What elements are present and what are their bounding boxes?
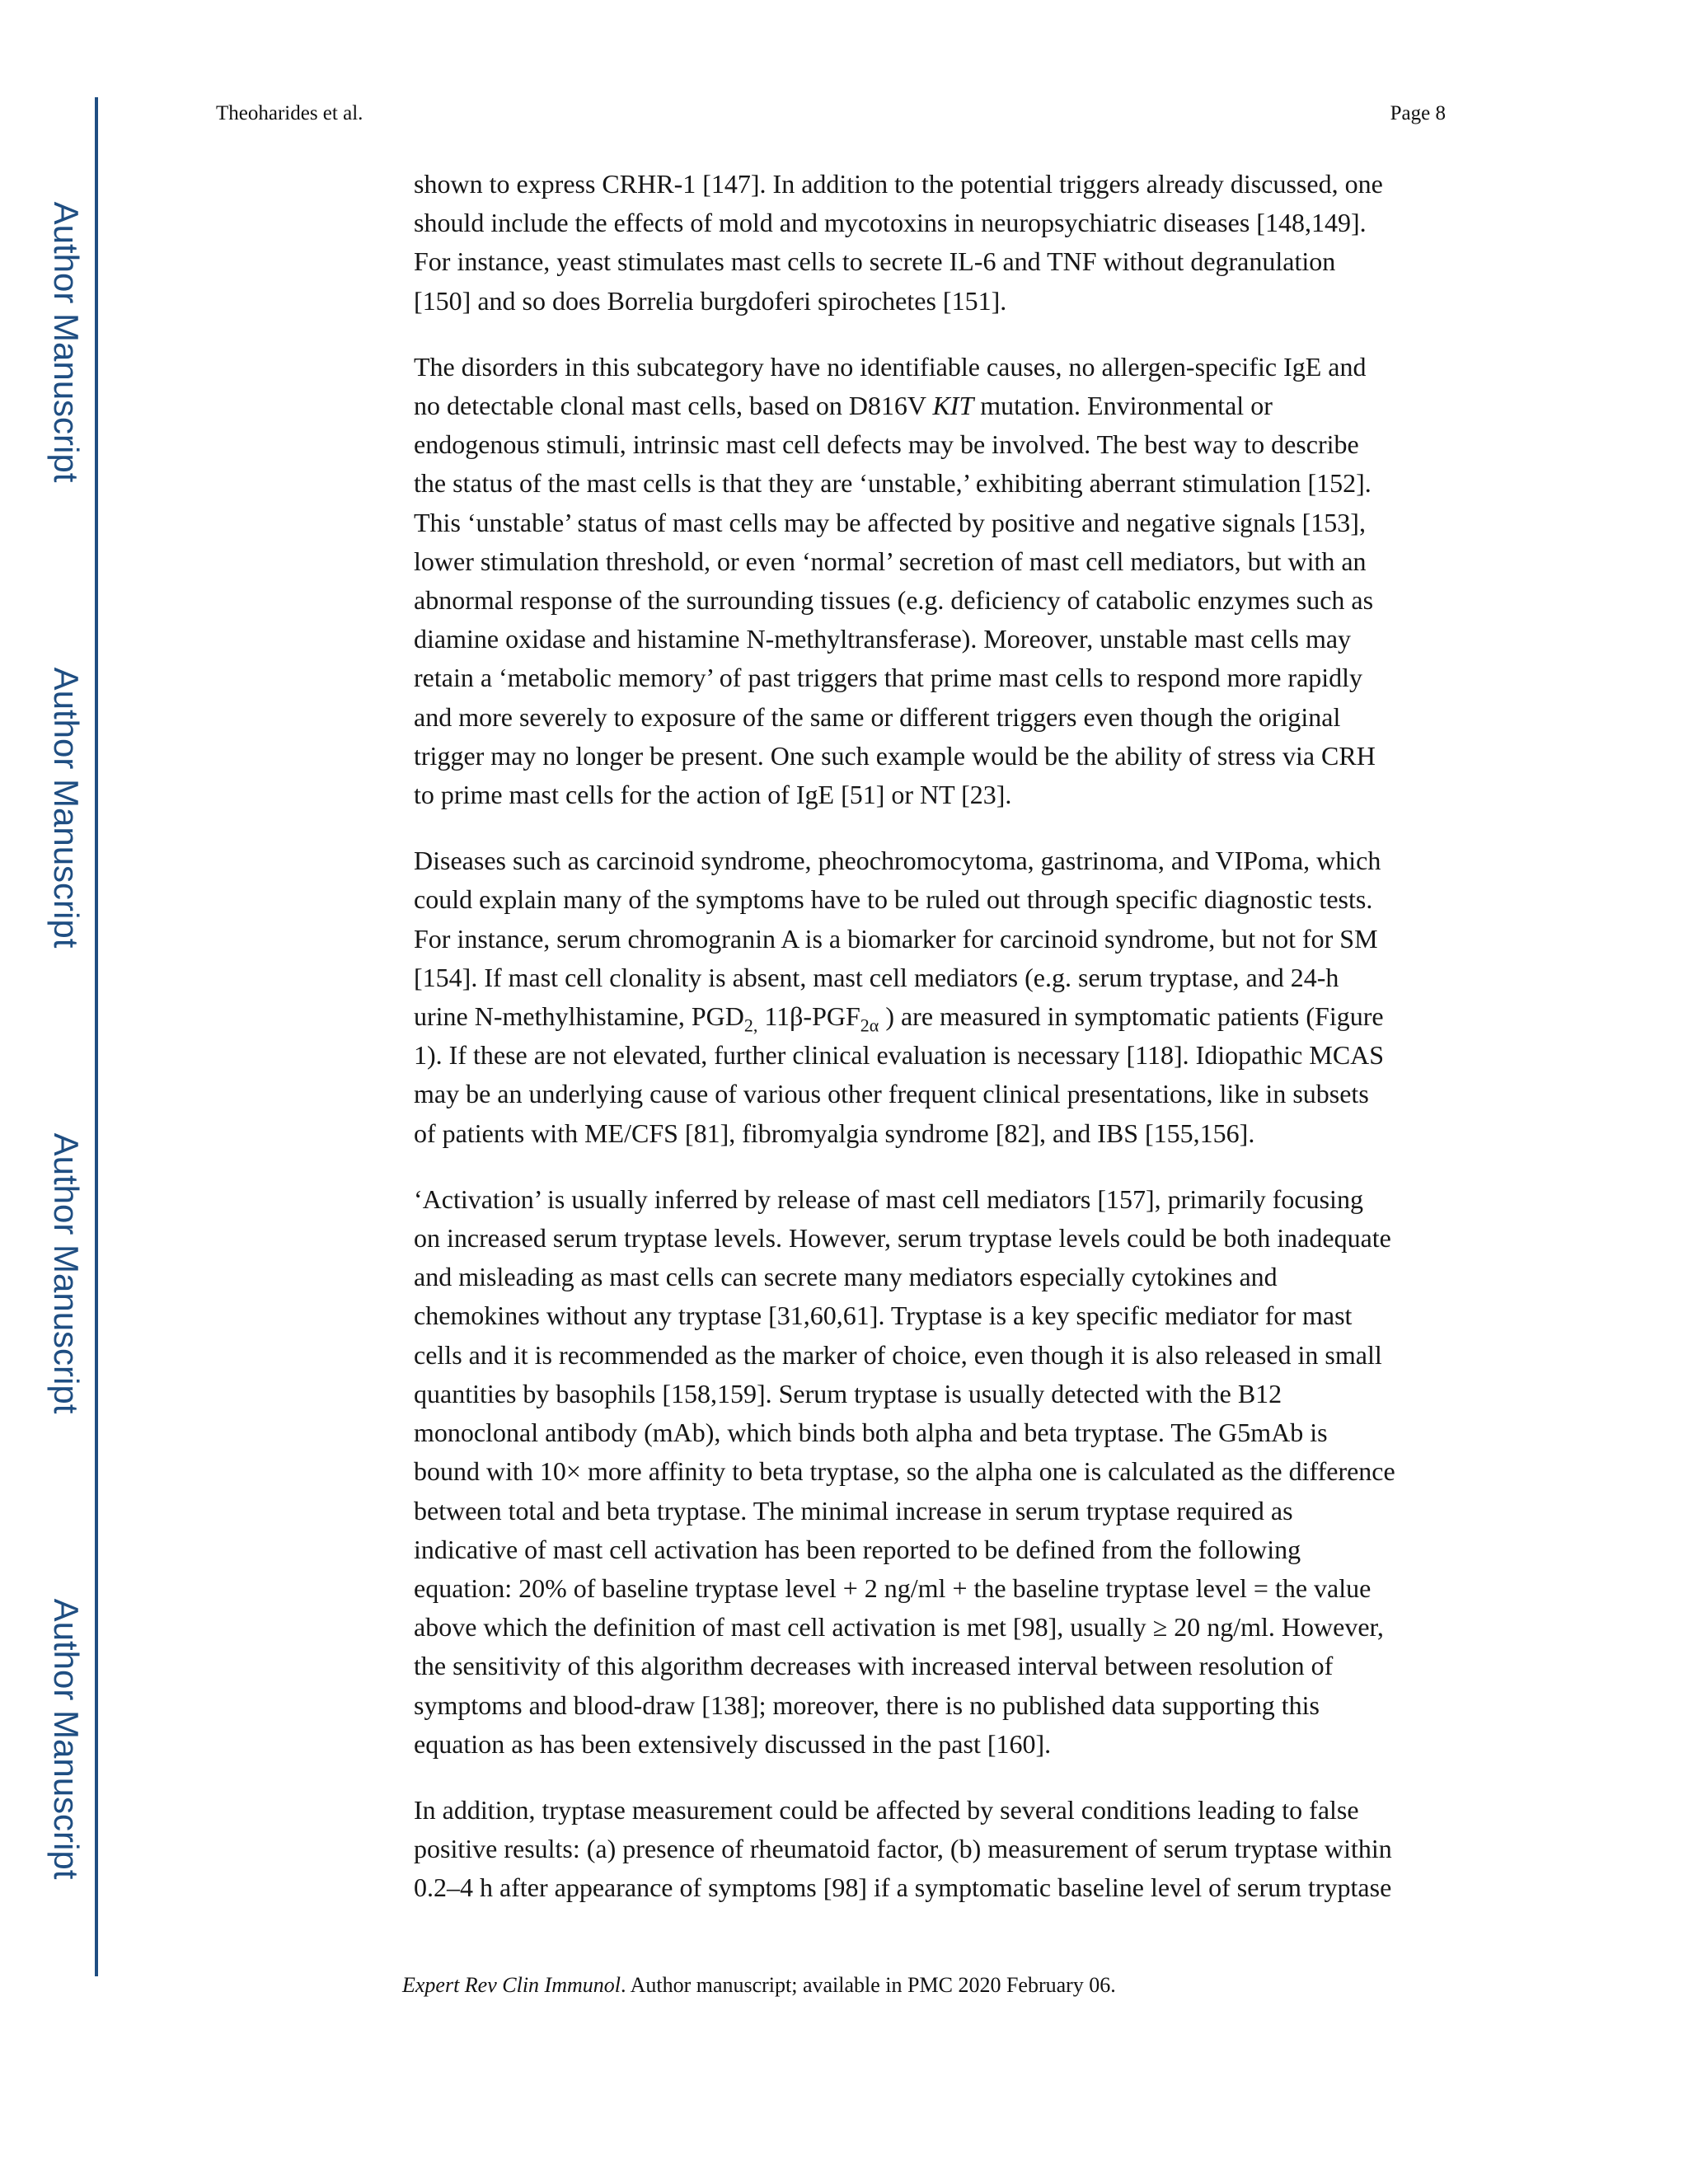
text-line — [414, 997, 1452, 1036]
text-line: symptoms and blood-draw [138]; moreover, there is no published data supporting this — [414, 1690, 1320, 1720]
text-line: chemokines without any tryptase [31,60,61]. Tryptase is a key specific mediator for mast — [414, 1301, 1353, 1331]
text-line: above which the definition of mast cell activation is met [98], usually ≥ 20 ng/ml. However, — [414, 1612, 1384, 1643]
text-line: trigger may no longer be present. One such example would be the ability of stress via CRH — [414, 740, 1376, 771]
text-line: the sensitivity of this algorithm decreases with increased interval between resolution of — [414, 1651, 1334, 1681]
footer-text: . Author manuscript; available in PMC 2020 February 06. — [621, 1973, 1116, 1997]
gene-name-kit: KIT — [932, 391, 974, 421]
text-line: For instance, yeast stimulates mast cells to secrete IL-6 and TNF without degranulation — [414, 246, 1336, 277]
text-line: to prime mast cells for the action of IgE [51] or NT [23]. — [414, 780, 1012, 810]
text-line: should include the effects of mold and mycotoxins in neuropsychiatric diseases [148,149]. — [414, 208, 1367, 238]
text-line: could explain many of the symptoms have to be ruled out through specific diagnostic tests. — [414, 884, 1373, 915]
text-line: Diseases such as carcinoid syndrome, pheochromocytoma, gastrinoma, and VIPoma, which — [414, 846, 1381, 876]
text-span: urine N-methylhistamine, PGD — [414, 1001, 744, 1032]
text-line: ‘Activation’ is usually inferred by release of mast cell mediators [157], primarily focusing — [414, 1183, 1363, 1214]
footer-citation — [402, 1973, 1116, 1998]
text-line: 1). If these are not elevated, further clinical evaluation is necessary [118]. Idiopathic MCAS — [414, 1040, 1385, 1071]
text-line: lower stimulation threshold, or even ‘normal’ secretion of mast cell mediators, but with an — [414, 546, 1367, 576]
subscript: 2α — [860, 1015, 879, 1036]
text-line: For instance, serum chromogranin A is a biomarker for carcinoid syndrome, but not for SM — [414, 923, 1378, 954]
text-line: on increased serum tryptase levels. However, serum tryptase levels could be both inadequate — [414, 1223, 1391, 1254]
text-line: between total and beta tryptase. The minimal increase in serum tryptase required as — [414, 1495, 1293, 1526]
page-number: Page 8 — [1390, 102, 1446, 124]
text-line: [154]. If mast cell clonality is absent, mast cell mediators (e.g. serum tryptase, and 24-h — [414, 962, 1339, 992]
text-span: no detectable clonal mast cells, based on D816V — [414, 391, 933, 421]
left-rule — [95, 97, 98, 1976]
text-line: [150] and so does Borrelia burgdoferi spirochetes [151]. — [414, 285, 1007, 316]
text-line: The disorders in this subcategory have no identifiable causes, no allergen-specific IgE and — [414, 351, 1367, 382]
text-line: equation: 20% of baseline tryptase level + 2 ng/ml + the baseline tryptase level = the value — [414, 1572, 1372, 1603]
paragraph-5 — [414, 1791, 1452, 1908]
text-line: and more severely to exposure of the same or different triggers even though the original — [414, 701, 1341, 732]
subscript: 2, — [743, 1015, 758, 1036]
text-line: shown to express CRHR-1 [147]. In addition to the potential triggers already discussed, one — [414, 169, 1383, 199]
text-line: diamine oxidase and histamine N-methyltransferase). Moreover, unstable mast cells may — [414, 624, 1352, 654]
journal-name: Expert Rev Clin Immunol — [402, 1973, 621, 1997]
text-line: and misleading as mast cells can secrete many mediators especially cytokines and — [414, 1262, 1278, 1292]
text-line: cells and it is recommended as the marker of choice, even though it is also released in small — [414, 1339, 1382, 1370]
text-line: may be an underlying cause of various other frequent clinical presentations, like in subsets — [414, 1079, 1369, 1109]
text-line: 0.2–4 h after appearance of symptoms [98] if a symptomatic baseline level of serum tryptase — [414, 1872, 1392, 1903]
text-line: monoclonal antibody (mAb), which binds both alpha and beta tryptase. The G5mAb is — [414, 1418, 1328, 1448]
text-line: of patients with ME/CFS [81], fibromyalgia syndrome [82], and IBS [155,156]. — [414, 1118, 1255, 1148]
text-line: bound with 10× more affinity to beta tryptase, so the alpha one is calculated as the difference — [414, 1456, 1395, 1487]
paragraph-3 — [414, 841, 1452, 1153]
running-head-authors: Theoharides et al. — [216, 102, 363, 124]
text-line: equation as has been extensively discussed in the past [160]. — [414, 1728, 1052, 1759]
text-line: This ‘unstable’ status of mast cells may be affected by positive and negative signals [153], — [414, 507, 1366, 537]
text-line: abnormal response of the surrounding tissues (e.g. deficiency of catabolic enzymes such as — [414, 585, 1374, 616]
text-line: endogenous stimuli, intrinsic mast cell defects may be involved. The best way to describe — [414, 429, 1359, 460]
text-line: positive results: (a) presence of rheumatoid factor, (b) measurement of serum tryptase within — [414, 1834, 1392, 1864]
text-line: indicative of mast cell activation has been reported to be defined from the following — [414, 1534, 1301, 1564]
article-body — [414, 165, 1452, 1935]
text-line — [414, 387, 1452, 425]
text-line: retain a ‘metabolic memory’ of past triggers that prime mast cells to respond more rapidly — [414, 663, 1363, 693]
text-line: In addition, tryptase measurement could be affected by several conditions leading to false — [414, 1794, 1359, 1825]
paragraph-4 — [414, 1180, 1452, 1764]
text-span: mutation. Environmental or — [973, 391, 1273, 421]
text-span: 11β-PGF — [757, 1001, 860, 1032]
text-line: quantities by basophils [158,159]. Serum tryptase is usually detected with the B12 — [414, 1378, 1282, 1408]
text-line: the status of the mast cells is that they are ‘unstable,’ exhibiting aberrant stimulation [152]. — [414, 468, 1372, 499]
paragraph-1 — [414, 165, 1452, 321]
paragraph-2 — [414, 348, 1452, 814]
text-span: ) are measured in symptomatic patients (Figure — [879, 1001, 1384, 1032]
